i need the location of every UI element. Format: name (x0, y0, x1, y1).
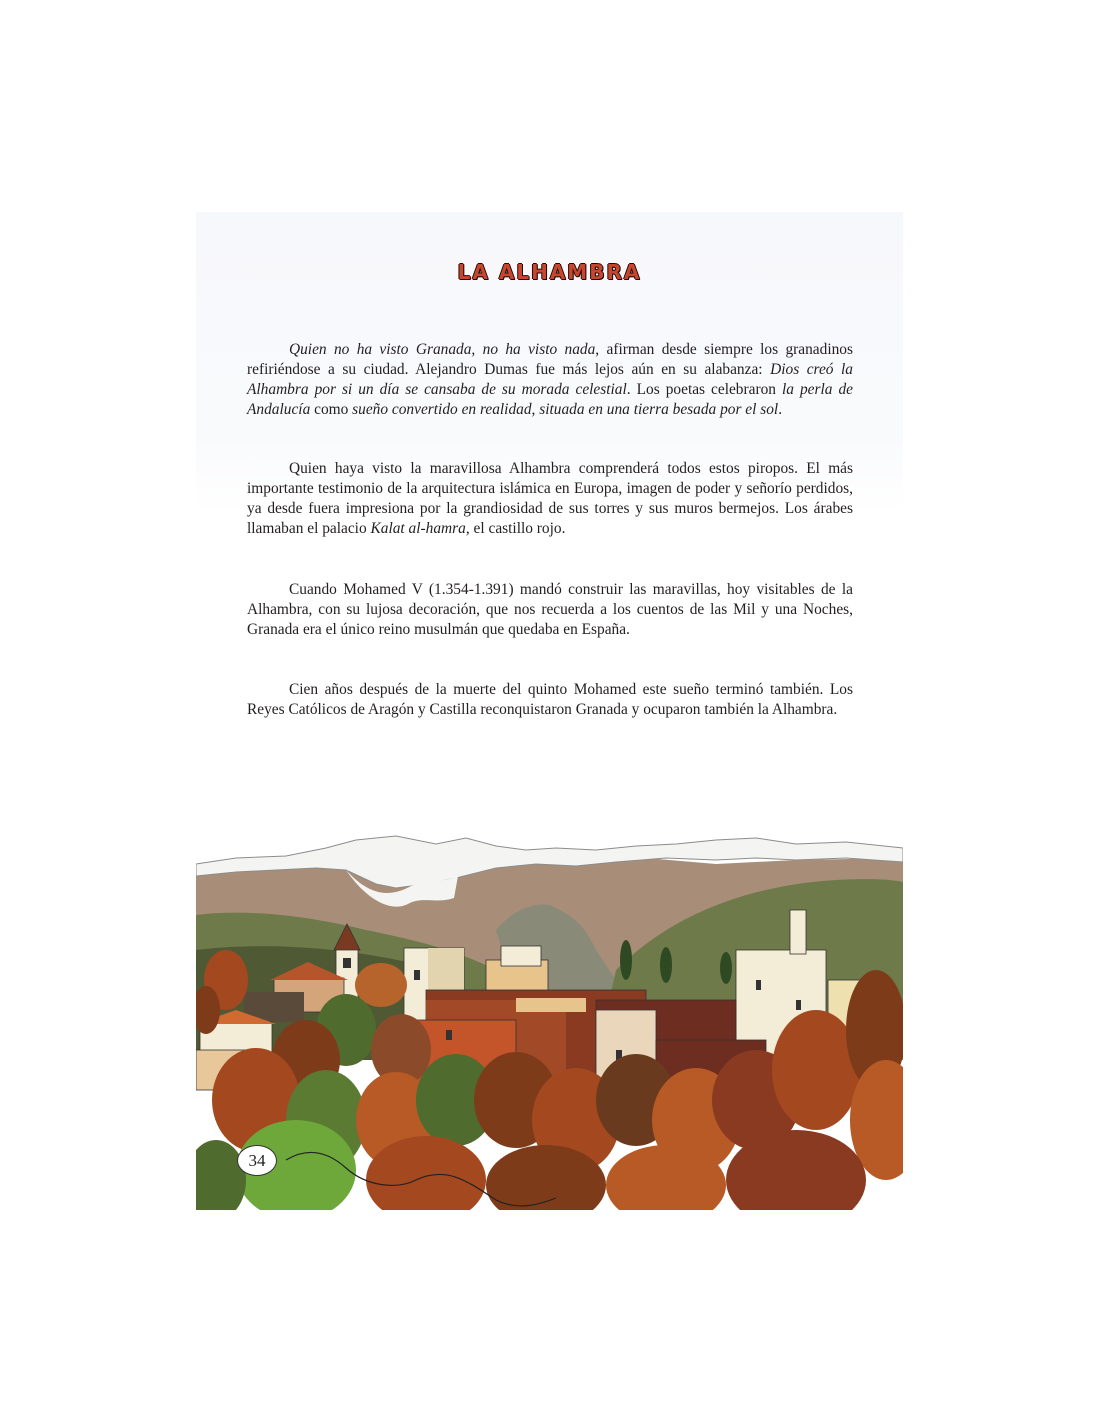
text-run: , el castillo rojo. (465, 520, 566, 537)
italic-run: situada en una tierra besada por el sol (539, 401, 779, 418)
text-run: Cuando Mohamed V (1.354-1.391) mandó construir las maravillas, hoy visitables de la Alhambra, con su lujosa decoración, que nos recuerda a los cuentos de las Mil y una Noches, Granada era el único reino musulmán que quedaba en España. (247, 581, 853, 638)
paragraph-3 (247, 580, 853, 640)
italic-run: Dios creó la Alhambra por si un día se cansaba de su morada celestial (247, 361, 853, 398)
page-title: LA ALHAMBRA (457, 260, 642, 284)
italic-run: sueño convertido en realidad (352, 401, 532, 418)
italic-run: la perla de Andalucía (247, 381, 853, 418)
paragraph-2 (247, 459, 853, 539)
paragraph-4 (247, 680, 853, 720)
italic-run: Quien no ha visto Granada, no ha visto nada (289, 341, 596, 358)
paragraph-1 (247, 340, 853, 420)
text-run: como (310, 401, 353, 418)
text-run: , (531, 401, 540, 418)
text-run: Cien años después de la muerte del quinto Mohamed este sueño terminó también. Los Reyes Católicos de Aragón y Castilla reconquistaron Granada y ocuparon también la Alhambra. (247, 681, 853, 718)
page-sheet (196, 212, 903, 1210)
text-run: Quien haya visto la maravillosa Alhambra comprenderá todos estos piropos. El más importante testimonio de la arquitectura islámica en Europa, imagen de poder y señorío perdidos, ya desde fuera impresiona por la grandiosidad de sus torres y sus muros bermejos. Los árabes llamaban el palacio (247, 460, 853, 537)
page-number-badge-icon: 34 (237, 1145, 277, 1176)
text-run: . Los poetas celebraron (626, 381, 782, 398)
alhambra-illustration (196, 800, 903, 1210)
text-run: . (778, 401, 783, 418)
italic-run: Kalat al-hamra (370, 520, 466, 537)
text-run: , afirman desde siempre los granadinos refiriéndose a su ciudad. Alejandro Dumas fue más lejos aún en su alabanza: (247, 341, 853, 378)
